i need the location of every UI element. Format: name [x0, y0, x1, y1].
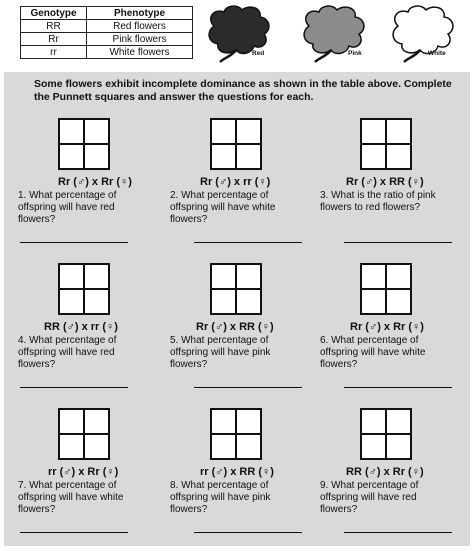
- cross-label: Rr (♂) x Rr (♀): [350, 321, 424, 333]
- flower-label-red: Red: [252, 50, 265, 57]
- punnett-square[interactable]: [58, 263, 110, 315]
- answer-line[interactable]: [20, 387, 128, 388]
- question-text: 9. What percentage of offspring will have red flowers?: [320, 480, 419, 515]
- table-row: [21, 33, 193, 46]
- answer-line[interactable]: [194, 242, 302, 243]
- flower-label-pink: Pink: [348, 50, 362, 57]
- flower-icon: [200, 4, 278, 64]
- punnett-square[interactable]: [58, 408, 110, 460]
- punnett-square[interactable]: [58, 118, 110, 170]
- question-text: 6. What percentage of offspring will have white flowers?: [320, 335, 426, 370]
- genotype-cell: rr: [21, 46, 87, 59]
- cross-label: Rr (♂) x rr (♀): [200, 176, 271, 188]
- phenotype-cell: Pink flowers: [87, 33, 193, 46]
- header-genotype: Genotype: [21, 7, 87, 20]
- punnett-square[interactable]: [210, 118, 262, 170]
- genotype-phenotype-table: [20, 6, 193, 59]
- punnett-square[interactable]: [210, 263, 262, 315]
- punnett-square[interactable]: [360, 263, 412, 315]
- answer-line[interactable]: [20, 532, 128, 533]
- table-row: [21, 20, 193, 33]
- answer-line[interactable]: [344, 242, 452, 243]
- punnett-square[interactable]: [360, 118, 412, 170]
- cross-label: rr (♂) x Rr (♀): [48, 466, 119, 478]
- cross-label: Rr (♂) x RR (♀): [196, 321, 274, 333]
- answer-line[interactable]: [194, 532, 302, 533]
- cross-label: rr (♂) x RR (♀): [200, 466, 274, 478]
- phenotype-cell: Red flowers: [87, 20, 193, 33]
- cross-label: Rr (♂) x Rr (♀): [58, 176, 132, 188]
- question-text: 3. What is the ratio of pink flowers to red flowers?: [320, 190, 436, 213]
- cross-label: RR (♂) x Rr (♀): [346, 466, 424, 478]
- question-text: 8. What percentage of offspring will have pink flowers?: [170, 480, 271, 515]
- punnett-square[interactable]: [360, 408, 412, 460]
- question-text: 5. What percentage of offspring will have pink flowers?: [170, 335, 271, 370]
- flower-label-white: White: [428, 50, 446, 57]
- phenotype-cell: White flowers: [87, 46, 193, 59]
- table-row: [21, 46, 193, 59]
- punnett-square[interactable]: [210, 408, 262, 460]
- cross-label: RR (♂) x rr (♀): [44, 321, 118, 333]
- answer-line[interactable]: [344, 387, 452, 388]
- answer-line[interactable]: [344, 532, 452, 533]
- flower-icon: [384, 4, 462, 64]
- header-phenotype: Phenotype: [87, 7, 193, 20]
- question-text: 7. What percentage of offspring will have white flowers?: [18, 480, 124, 515]
- question-text: 4. What percentage of offspring will have red flowers?: [18, 335, 117, 370]
- instructions-text: Some flowers exhibit incomplete dominance as shown in the table above. Complete the Punnett squares and answer the questions for each.: [34, 78, 452, 103]
- white-flower-image: [384, 4, 462, 64]
- table-header-row: [21, 7, 193, 20]
- answer-line[interactable]: [194, 387, 302, 388]
- question-text: 1. What percentage of offspring will have red flowers?: [18, 190, 117, 225]
- answer-line[interactable]: [20, 242, 128, 243]
- red-flower-image: [200, 4, 278, 64]
- genotype-cell: Rr: [21, 33, 87, 46]
- genotype-cell: RR: [21, 20, 87, 33]
- cross-label: Rr (♂) x RR (♀): [346, 176, 424, 188]
- question-text: 2. What percentage of offspring will have white flowers?: [170, 190, 276, 225]
